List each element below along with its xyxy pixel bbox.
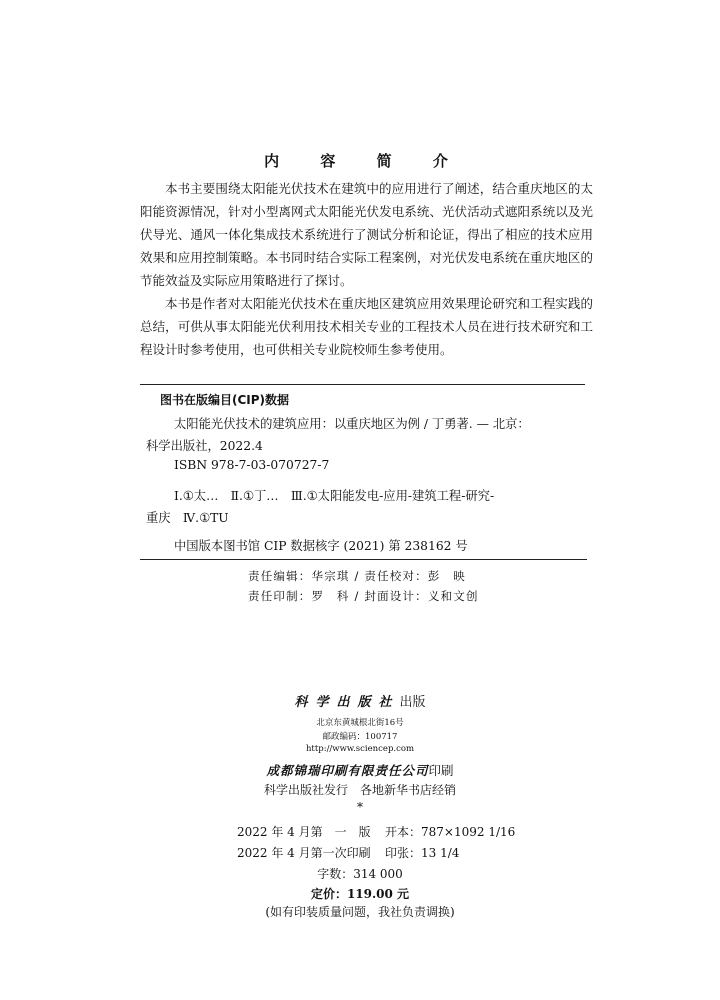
word-count: 字数：314 000 bbox=[317, 867, 403, 881]
summary-paragraph-1: 本书主要围绕太阳能光伏技术在建筑中的应用进行了阐述，结合重庆地区的太阳能资源情况，针对小型离网式太阳能光伏发电系统、光伏活动式遮阳系统以及光伏导光、通风一体化集成技术系统进行了测试分析和论证，得出了相应的技术应用效果和应用控制策略。本书同时结合实际工程案例，对光伏发电系统在重庆地区的节能效益及实际应用策略进行了探讨。 bbox=[140, 181, 593, 288]
credits-line-2: 责任印制：罗 科 / 封面设计：义和文创 bbox=[248, 589, 479, 603]
quality-notice: (如有印装质量问题，我社负责调换) bbox=[265, 905, 455, 919]
printer-name: 成都锦瑞印刷有限责任公司 bbox=[266, 763, 429, 778]
summary-paragraph-2: 本书是作者对太阳能光伏技术在重庆地区建筑应用效果理论研究和工程实践的总结，可供从事太阳能光伏利用技术相关专业的工程技术人员在进行技术研究和工程设计时参考使用，也可供相关专业院校师生参考使用。 bbox=[140, 296, 593, 357]
sheets-line: 印张：13 1/4 bbox=[385, 846, 460, 860]
edition-line: 2022 年 4 月第 一 版 bbox=[237, 825, 371, 839]
price: 定价：119.00 元 bbox=[310, 887, 410, 901]
format-line: 开本：787×1092 1/16 bbox=[385, 825, 516, 839]
publisher-name-suffix: 出版 bbox=[399, 695, 426, 710]
publisher-address: 北京东黄城根北街16号 bbox=[316, 718, 404, 728]
cip-classification-line-2: 重庆 Ⅳ.①TU bbox=[146, 511, 229, 525]
credits-line-1: 责任编辑：华宗琪 / 责任校对：彭 映 bbox=[248, 569, 466, 583]
cip-bottom-rule bbox=[140, 559, 587, 560]
cip-publisher-line: 科学出版社，2022.4 bbox=[146, 439, 263, 453]
publisher-url: http://www.sciencep.com bbox=[305, 744, 415, 754]
summary-body bbox=[140, 177, 593, 361]
publisher-name-text: 科学出版社 bbox=[294, 695, 400, 710]
separator-asterisk: * bbox=[357, 800, 363, 814]
cip-book-line: 太阳能光伏技术的建筑应用：以重庆地区为例 / 丁勇著. — 北京： bbox=[174, 417, 530, 431]
summary-title: 内 容 简 介 bbox=[264, 152, 466, 170]
cip-isbn: ISBN 978-7-03-070727-7 bbox=[174, 458, 330, 472]
cip-classification-line-1: Ⅰ.①太… Ⅱ.①丁… Ⅲ.①太阳能发电-应用-建筑工程-研究- bbox=[174, 489, 495, 503]
distribution-line: 科学出版社发行 各地新华书店经销 bbox=[263, 783, 456, 797]
printing-line: 2022 年 4 月第一次印刷 bbox=[237, 846, 371, 860]
cip-top-rule bbox=[140, 384, 585, 385]
printer-line bbox=[0, 761, 720, 779]
publisher-name bbox=[0, 691, 720, 710]
cip-heading: 图书在版编目(CIP)数据 bbox=[160, 393, 290, 407]
publisher-postcode: 邮政编码：100717 bbox=[322, 732, 398, 742]
printer-suffix: 印刷 bbox=[428, 763, 454, 778]
cip-record-number: 中国版本图书馆 CIP 数据核字 (2021) 第 238162 号 bbox=[174, 539, 468, 553]
